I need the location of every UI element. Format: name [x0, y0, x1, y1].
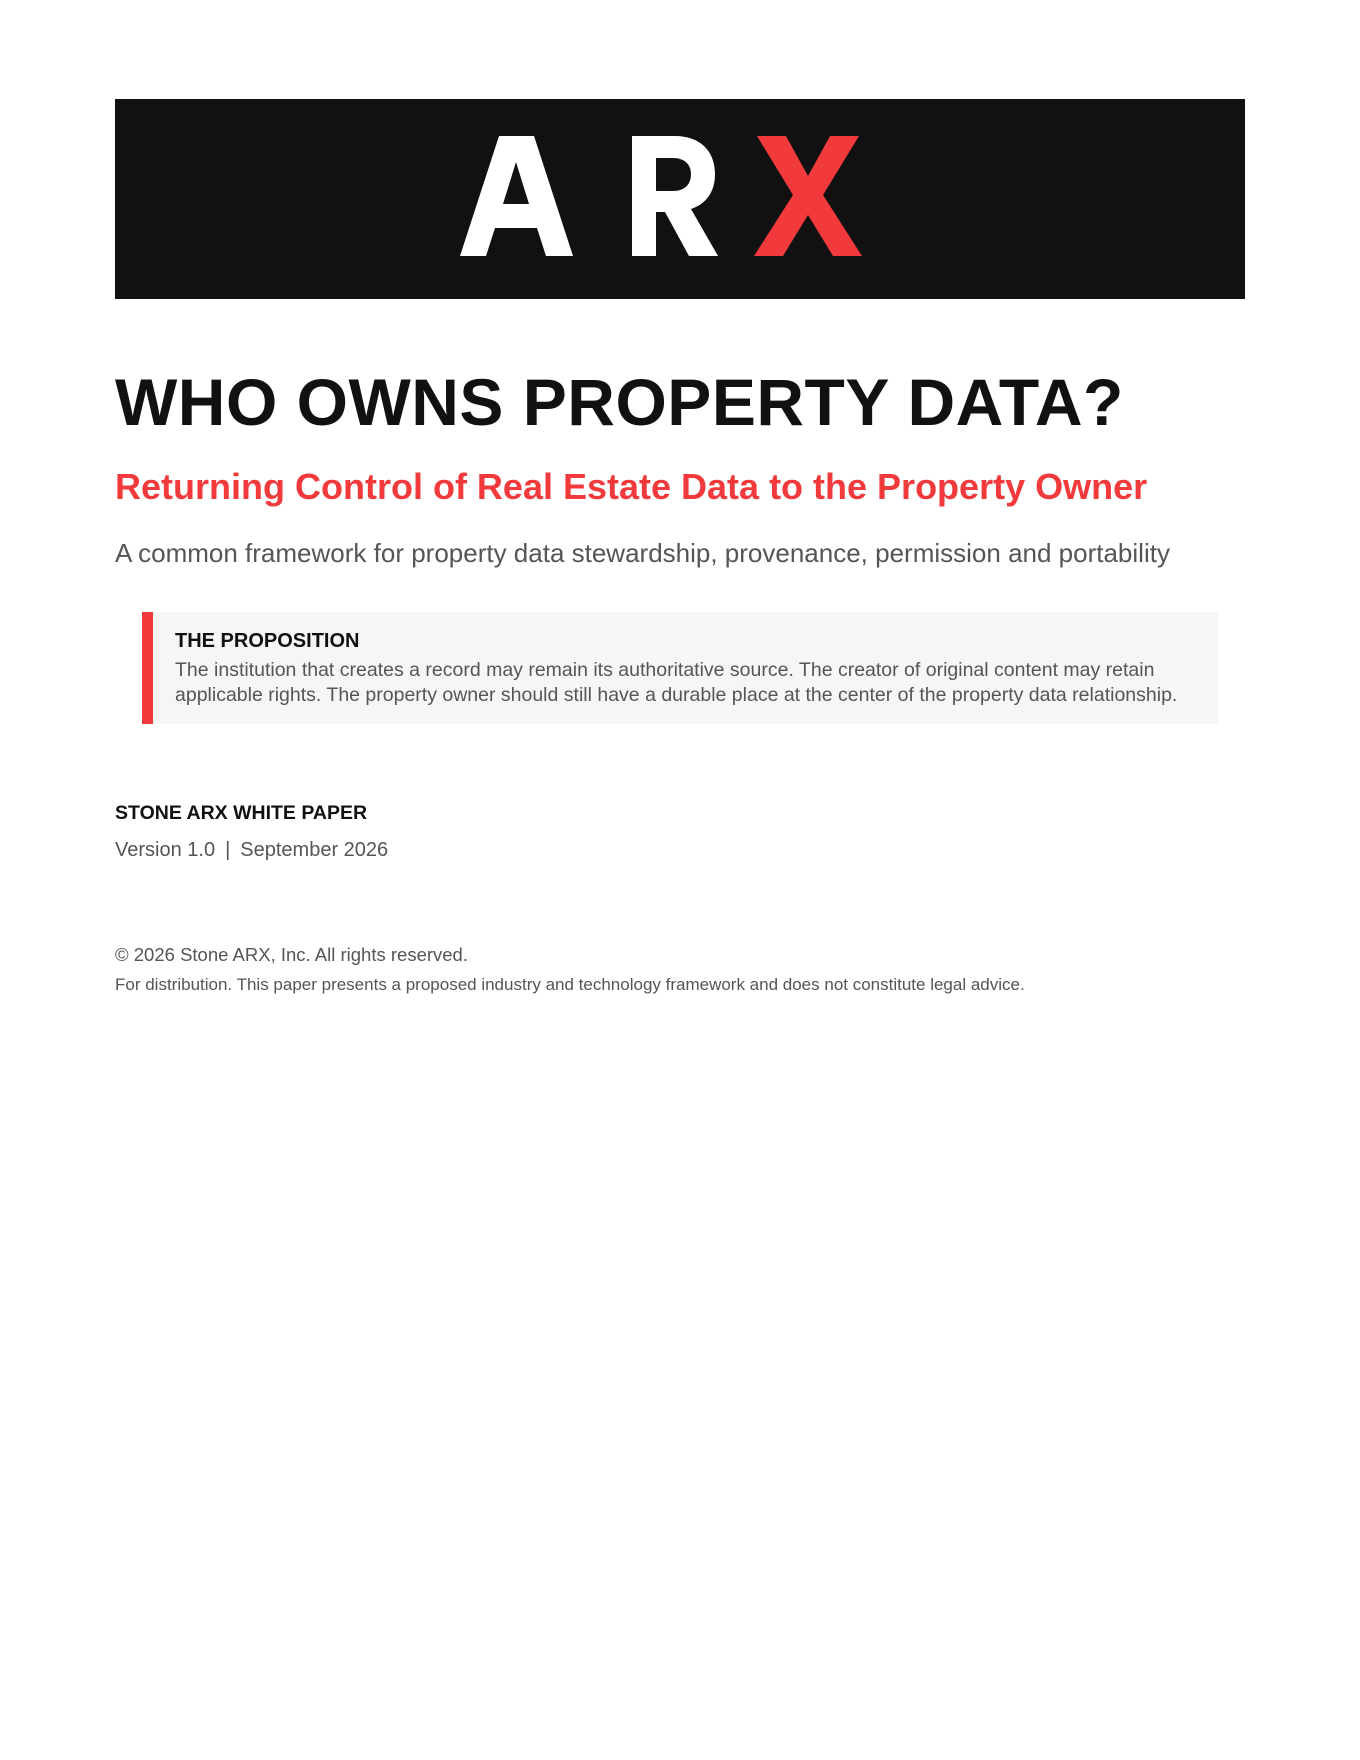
logo-letter-x [754, 136, 862, 256]
paper-meta [115, 802, 1245, 861]
logo-letter-x-shape [754, 136, 862, 256]
logo-letter-r [632, 136, 718, 256]
document-tagline: A common framework for property data stewardship, provenance, permission and portability [115, 538, 1170, 569]
document-page [115, 99, 1245, 995]
publication-date: September 2026 [240, 838, 389, 861]
logo-letter-r-shape [632, 136, 718, 256]
proposition-callout [142, 612, 1218, 724]
version-label: Version 1.0 [115, 838, 216, 861]
logo-letter-a [460, 136, 573, 256]
document-subtitle: Returning Control of Real Estate Data to the Property Owner [115, 466, 1148, 507]
paper-series: STONE ARX WHITE PAPER [115, 802, 368, 825]
version-separator: | [225, 838, 231, 861]
proposition-heading: THE PROPOSITION [175, 630, 360, 653]
legal-disclaimer: For distribution. This paper presents a proposed industry and technology framework and does not constitute legal advice. [115, 974, 1025, 994]
arx-logo [460, 134, 900, 264]
document-title: WHO OWNS PROPERTY DATA? [115, 365, 1124, 439]
copyright-notice: © 2026 Stone ARX, Inc. All rights reserved. [115, 943, 468, 965]
logo-banner [115, 99, 1245, 299]
proposition-text: The institution that creates a record may remain its authoritative source. The creator of original content may retain applicable rights. The property owner should still have a durable place at the center of the property data relationship. [175, 659, 1178, 707]
version-line [115, 838, 1245, 862]
